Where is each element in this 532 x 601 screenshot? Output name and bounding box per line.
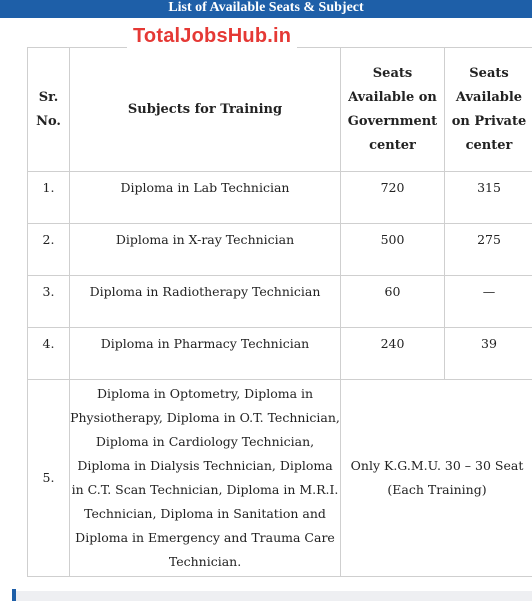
cell-sr: 4. [28,328,70,380]
header-private-seats: Seats Available on Private center [445,48,532,172]
table-row [28,380,532,577]
cell-government-seats: 500 [341,224,445,276]
cell-subject: Diploma in Optometry, Diploma in Physiotherapy, Diploma in O.T. Technician, Diploma in Cardiology Technician, Diploma in Dialysis Technician, Diploma in C.T. Scan Technician, Diploma in M.R.I. Technician, Diploma in Sanitation and Diploma in Emergency and Trauma Care Technician. [70,380,341,577]
cell-sr: 1. [28,172,70,224]
table-row [28,328,532,380]
header-subjects: Subjects for Training [70,48,341,172]
table-title: List of Available Seats & Subject [0,0,532,18]
cell-private-seats: 39 [445,328,532,380]
next-section-strip [14,591,532,601]
cell-combined-seats: Only K.G.M.U. 30 – 30 Seat (Each Training) [341,380,532,577]
cell-subject: Diploma in Lab Technician [70,172,341,224]
seats-table [27,47,532,577]
table-row [28,224,532,276]
table-header-row [28,48,532,172]
header-sr-no: Sr. No. [28,48,70,172]
table-row [28,276,532,328]
cell-subject: Diploma in X-ray Technician [70,224,341,276]
cell-government-seats: 60 [341,276,445,328]
cell-sr: 3. [28,276,70,328]
cell-private-seats: 315 [445,172,532,224]
table-row [28,172,532,224]
cell-government-seats: 720 [341,172,445,224]
cell-private-seats: 275 [445,224,532,276]
cell-subject: Diploma in Pharmacy Technician [70,328,341,380]
cell-subject: Diploma in Radiotherapy Technician [70,276,341,328]
section-accent-bar [12,589,16,601]
cell-sr: 5. [28,380,70,577]
cell-private-seats: — [445,276,532,328]
cell-government-seats: 240 [341,328,445,380]
site-watermark: TotalJobsHub.in [127,22,297,50]
cell-sr: 2. [28,224,70,276]
header-government-seats: Seats Available on Government center [341,48,445,172]
